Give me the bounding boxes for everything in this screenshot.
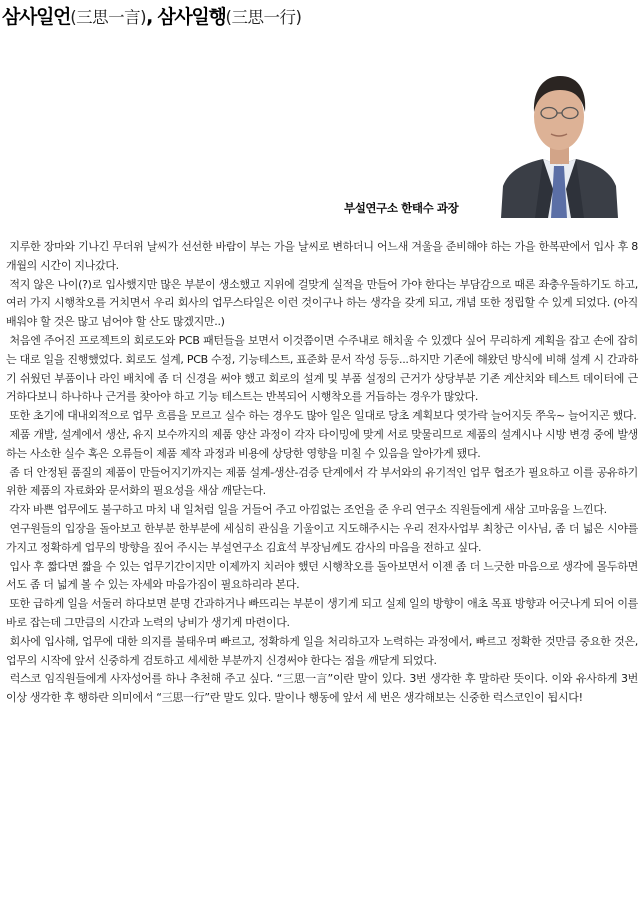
author-photo: [499, 62, 620, 218]
title-hanja-2: (三思一行): [225, 8, 302, 27]
article-body: [6, 238, 638, 708]
title-part-2: 삼사일행: [157, 6, 226, 28]
body-paragraph: 연구원들의 입장을 돌아보고 한부분 한부분에 세심히 관심을 기울이고 지도해주시는 우리 전자사업부 최창근 이사님, 좀 더 넓은 시야를 가지고 정확하게 업무의 방향을 짚어 주시는 부설연구소 김효석 부장님께도 감사의 마음을 전하고 싶다.: [6, 521, 638, 554]
body-paragraph: 또한 급하게 일을 서둘러 하다보면 분명 간과하거나 빠뜨리는 부분이 생기게 되고 실제 일의 방향이 애초 목표 방향과 어긋나게 되어 이를 바로 잡는데 그만큼의 시간과 노력의 낭비가 생기게 마련이다.: [6, 597, 638, 629]
body-paragraph: 입사 후 짧다면 짧을 수 있는 업무기간이지만 이제까지 치러야 했던 시행착오를 돌아보면서 이젠 좀 더 느긋한 마음으로 생각에 몰두하면서도 좀 더 넓게 볼 수 있는 자세와 마음가짐이 필요하리라 본다.: [6, 559, 638, 592]
body-paragraph: 처음엔 주어진 프로젝트의 회로도와 PCB 패턴들을 보면서 이것쯤이면 수주내로 해치울 수 있겠다 싶어 무리하게 계획을 잡고 손에 잡히는 대로 일을 진행했었다. 회로도 설계, PCB 수정, 기능테스트, 표준화 문서 작성 등등...하지만 기존에 해왔던 방식에 비해 설계 시 간과하기 쉬웠던 부품이나 라인 배치에 좀 더 신경을 써야 했고 회로의 설계 및 부품 설정의 근거가 상당부분 기존 계산치와 테스트 데이터에 근거하다보니 하나하나 근거를 찾아야 하고 기능 테스트는 반복되어 시행착오를 거듭하는 경우가 많았다.: [6, 333, 638, 404]
title-part-1: 삼사일언: [2, 6, 71, 28]
title-hanja-1: (三思一言): [70, 8, 147, 27]
body-paragraph: 각자 바쁜 업무에도 불구하고 마치 내 일처럼 일을 거들어 주고 아낌없는 조언을 준 우리 연구소 직원들에게 새삼 고마움을 느낀다.: [6, 503, 607, 517]
body-paragraph: 또한 초기에 대내외적으로 업무 흐름을 모르고 실수 하는 경우도 많아 일은 일대로 당초 계획보다 엿가락 늘어지듯 쭈욱~ 늘어지곤 했다.: [6, 409, 637, 423]
photo-caption: 부설연구소 한태수 과장: [344, 201, 459, 215]
title-separator: ,: [146, 6, 158, 28]
body-paragraph: 적지 않은 나이(?)로 입사했지만 많은 부분이 생소했고 지위에 걸맞게 실적을 만들어 가야 한다는 부담감으로 때론 좌충우돌하기도 하고, 여러 가지 시행착오를 거치면서 우리 회사의 업무스타일은 이런 것이구나 하는 생각을 갖게 되고, 개념 또한 정립할 수 있게 되었다. (아직 배워야 할 것은 많고 넘어야 할 산도 많겠지만..): [6, 277, 638, 329]
body-paragraph: 럭스코 임직원들에게 사자성어를 하나 추천해 주고 싶다. “三思一言”이란 말이 있다. 3번 생각한 후 말하란 뜻이다. 이와 유사하게 3번 이상 생각한 후 행하란 의미에서 “三思一行”란 말도 있다. 말이나 행동에 앞서 세 번은 생각해보는 신중한 럭스코인이 됩시다!: [6, 672, 638, 705]
body-paragraph: 지루한 장마와 기나긴 무더위 날씨가 선선한 바람이 부는 가을 날씨로 변하더니 어느새 겨울을 준비해야 하는 가을 한복판에서 입사 후 8개월의 시간이 지나갔다.: [6, 240, 638, 272]
body-paragraph: 제품 개발, 설계에서 생산, 유지 보수까지의 제품 양산 과정이 각자 타이밍에 맞게 서로 맞물리므로 제품의 설계시나 시방 변경 중에 발생하는 사소한 실수 혹은 오류들이 제품 제작 과정과 비용에 상당한 영향을 미칠 수 있음을 알아가게 됐다.: [6, 427, 638, 460]
article-title: [2, 2, 301, 29]
body-paragraph: 회사에 입사해, 업무에 대한 의지를 불태우며 빠르고, 정확하게 일을 처리하고자 노력하는 과정에서, 빠르고 정확한 것만큼 중요한 것은, 업무의 시작에 앞서 신중하게 검토하고 세세한 부분까지 신경써야 한다는 점을 깨닫게 되었다.: [6, 634, 638, 667]
body-paragraph: 좀 더 안정된 품질의 제품이 만들어지기까지는 제품 설계-생산-검증 단계에서 각 부서와의 유기적인 업무 협조가 필요하고 이를 공유하기 위한 제품의 자료화와 문서화의 필요성을 새삼 깨닫는다.: [6, 465, 638, 498]
